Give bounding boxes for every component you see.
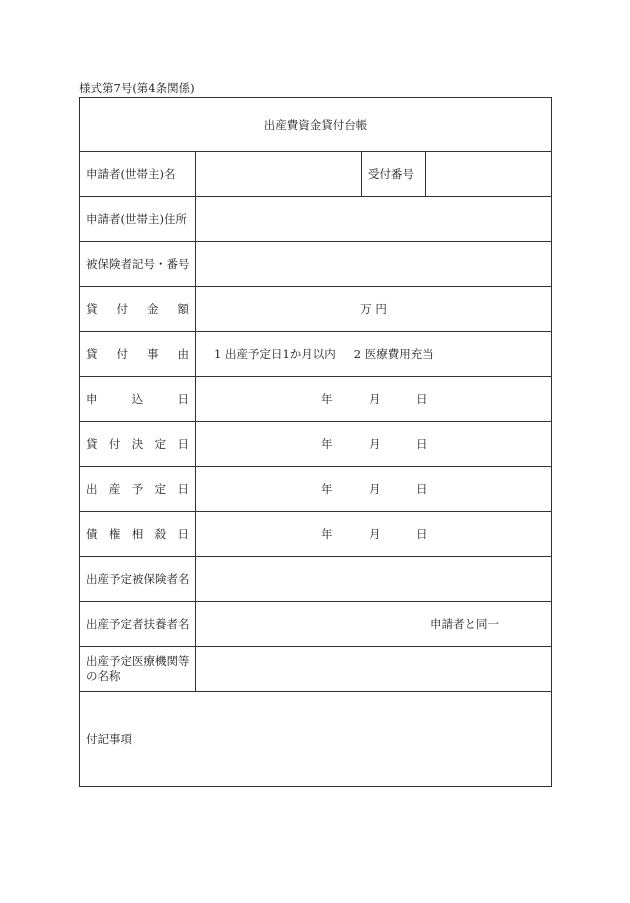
- notes-field[interactable]: [80, 692, 552, 787]
- offset-date-label: 債 権 相 殺 日: [86, 527, 189, 541]
- receipt-number-label: 受付番号: [362, 152, 426, 197]
- loan-reason-option-1[interactable]: 1 出産予定日1か月以内: [214, 347, 336, 361]
- loan-reason-row: [80, 332, 552, 377]
- applicant-name-row: [80, 152, 552, 197]
- notes-label: 付記事項: [86, 732, 132, 746]
- title-row: [80, 98, 552, 152]
- applicant-address-row: [80, 197, 552, 242]
- notes-row: [80, 692, 552, 787]
- offset-date-row: [80, 512, 552, 557]
- applicant-name-label: 申請者(世帯主)名: [80, 152, 196, 197]
- loan-amount-row: [80, 287, 552, 332]
- expected-insured-name-field[interactable]: [196, 557, 552, 602]
- loan-amount-field[interactable]: [196, 287, 552, 332]
- loan-amount-label: 貸 付 金 額: [86, 302, 189, 316]
- form-title: 出産費資金貸付台帳: [80, 98, 552, 152]
- loan-decision-date-label: 貸 付 決 定 日: [86, 437, 189, 451]
- insured-number-label: 被保険者記号・番号: [80, 242, 196, 287]
- receipt-number-field[interactable]: [426, 152, 552, 197]
- loan-reason-option-2[interactable]: 2 医療費用充当: [353, 347, 434, 361]
- due-date-row: [80, 467, 552, 512]
- expected-dependent-name-label: 出産予定者扶養者名: [80, 602, 196, 647]
- expected-insured-name-row: [80, 557, 552, 602]
- medical-institution-row: [80, 647, 552, 692]
- loan-decision-date-row: [80, 422, 552, 467]
- form-number: 様式第7号(第4条関係): [79, 81, 195, 95]
- application-date-label: 申 込 日: [86, 392, 189, 406]
- applicant-address-label: 申請者(世帯主)住所: [80, 197, 196, 242]
- applicant-name-field[interactable]: [196, 152, 362, 197]
- medical-institution-field[interactable]: [196, 647, 552, 692]
- insured-number-field[interactable]: [196, 242, 552, 287]
- due-date-field[interactable]: 年 月 日: [196, 467, 552, 512]
- medical-institution-label: 出産予定医療機関等 の名称: [80, 647, 196, 692]
- loan-ledger-table: [79, 97, 552, 787]
- expected-dependent-name-field[interactable]: 申請者と同一: [196, 602, 552, 647]
- insured-number-row: [80, 242, 552, 287]
- application-date-row: [80, 377, 552, 422]
- loan-amount-unit: 万 円: [360, 302, 387, 316]
- loan-reason-field[interactable]: [196, 332, 552, 377]
- expected-insured-name-label: 出産予定被保険者名: [80, 557, 196, 602]
- due-date-label: 出 産 予 定 日: [86, 482, 189, 496]
- applicant-address-field[interactable]: [196, 197, 552, 242]
- loan-decision-date-field[interactable]: 年 月 日: [196, 422, 552, 467]
- offset-date-field[interactable]: 年 月 日: [196, 512, 552, 557]
- loan-reason-label: 貸 付 事 由: [86, 347, 189, 361]
- application-date-field[interactable]: 年 月 日: [196, 377, 552, 422]
- expected-dependent-name-row: [80, 602, 552, 647]
